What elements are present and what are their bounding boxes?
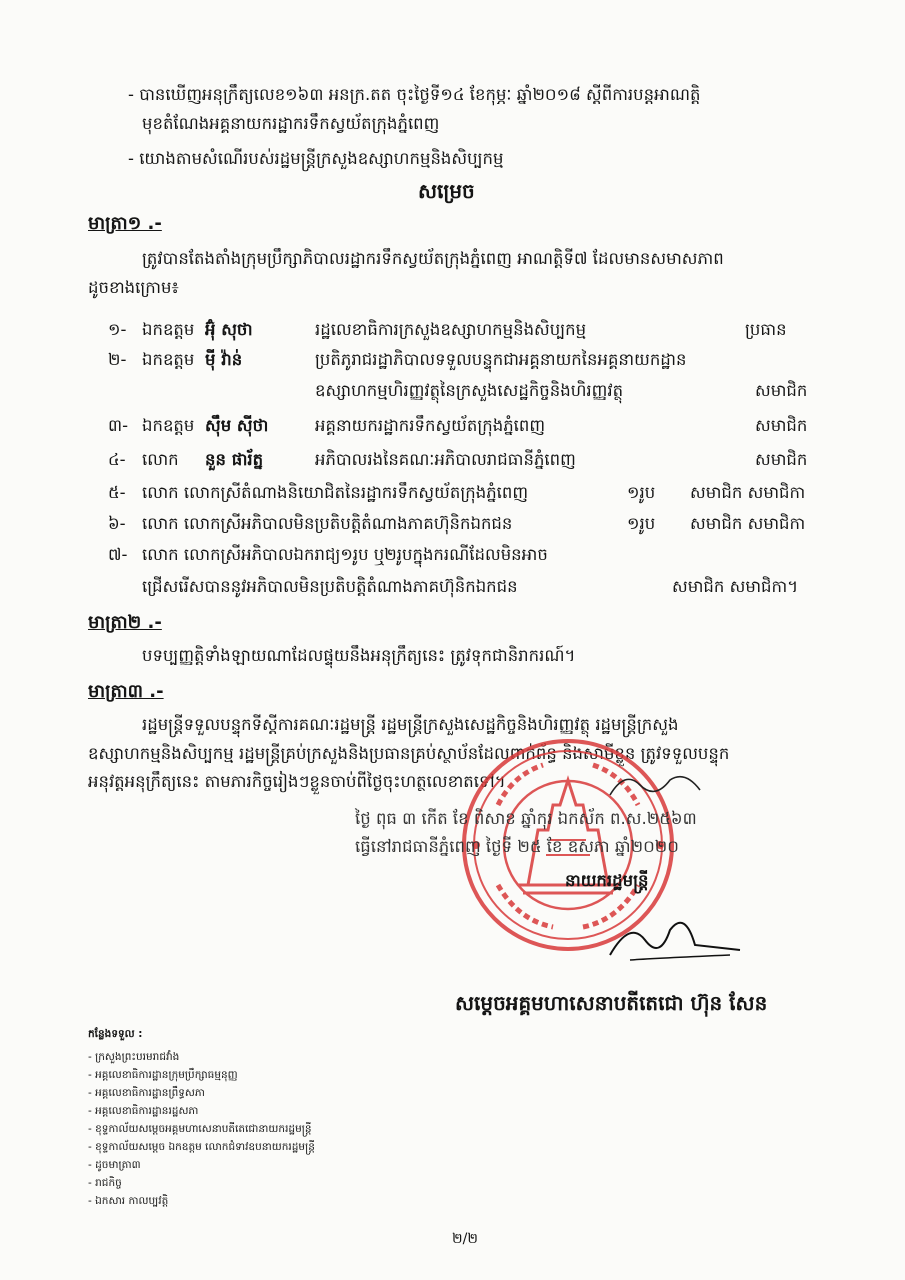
- signatory-name: សម្តេចអគ្គមហាសេនាបតីតេជោ ហ៊ុន សែន: [455, 991, 768, 1015]
- article-2-text: បទប្បញ្ញត្តិទាំងឡាយណាដែលផ្ទុយនឹងអនុក្រឹត្យនេះ ត្រូវទុកជានិរាករណ៍។: [142, 646, 576, 665]
- article-1-intro: ត្រូវបានតែងតាំងក្រុមប្រឹក្សាភិបាលរដ្ឋាករទឹកស្វយ័តក្រុងភ្នំពេញ អាណត្តិទី៧ ដែលមានសមាសភាព: [142, 249, 724, 268]
- member-6-title: លោក លោកស្រីអភិបាលមិនប្រតិបត្តិតំណាងភាគហ៊ុនិកឯកជន: [142, 514, 513, 533]
- member-4-title: លោក: [142, 450, 179, 469]
- handwritten-annotation: [605, 765, 725, 805]
- recipient-item: - អគ្គលេខាធិការដ្ឋានក្រុមប្រឹក្សាធម្មនុញ្ញ: [88, 1069, 238, 1081]
- recipient-item: - ខុទ្ទកាល័យសម្តេចអគ្គមហាសេនាបតីតេជោនាយករដ្ឋមន្ត្រី: [88, 1123, 312, 1135]
- member-6-count: ១រូប: [627, 514, 656, 533]
- member-1-number: ១-: [108, 320, 127, 339]
- member-2-title: ឯកឧត្តម: [142, 350, 195, 369]
- article-3-text-1: រដ្ឋមន្ត្រីទទួលបន្ទុកទីស្តីការគណៈរដ្ឋមន្ត្រី រដ្ឋមន្ត្រីក្រសួងសេដ្ឋកិច្ចនិងហិរញ្ញវត្ថុ រដ្ឋមន្ត្រីក្រសួង: [142, 715, 679, 734]
- member-3-name: ស៊ឹម ស៊ីថា: [205, 416, 269, 435]
- member-5-count: ១រូប: [627, 483, 656, 502]
- member-6-number: ៦-: [108, 514, 126, 533]
- member-4-number: ៤-: [108, 450, 126, 469]
- member-2-position-cont: ឧស្សាហកម្មហិរញ្ញវត្ថុនៃក្រសួងសេដ្ឋកិច្ចនិងហិរញ្ញវត្ថុ: [315, 381, 624, 400]
- member-1-role: ប្រធាន: [745, 320, 787, 339]
- signatory-office: នាយករដ្ឋមន្ត្រី: [565, 871, 649, 890]
- article-2-heading: មាត្រា២ .-: [88, 612, 162, 633]
- member-1-position: រដ្ឋលេខាធិការក្រសួងឧស្សាហកម្មនិងសិប្បកម្ម: [315, 320, 587, 339]
- member-2-number: ២-: [108, 350, 127, 369]
- page-number: ២/២: [452, 1231, 478, 1247]
- handwritten-signature: [600, 900, 750, 970]
- member-7-position-cont: ជ្រើសរើសបាននូវអភិបាលមិនប្រតិបត្តិតំណាងភាគហ៊ុនិកឯកជន: [142, 577, 518, 596]
- recipient-item: - រាជកិច្ច: [88, 1177, 122, 1189]
- member-3-position: អគ្គនាយករដ្ឋាករទឹកស្វយ័តក្រុងភ្នំពេញ: [315, 416, 546, 435]
- article-1-intro-cont: ដូចខាងក្រោម៖: [88, 278, 179, 297]
- article-3-heading: មាត្រា៣ .-: [88, 681, 164, 702]
- preamble-line-3: - យោងតាមសំណើរបស់រដ្ឋមន្ត្រីក្រសួងឧស្សាហកម្មនិងសិប្បកម្ម: [128, 149, 504, 168]
- lunar-date: ថ្ងៃ ពុធ ៣ កើត ខែ ពិសាខ ឆ្នាំកុរ ឯកស័ក ព.ស.២៥៦៣: [355, 809, 697, 828]
- member-7-role: សមាជិក សមាជិកា។: [672, 577, 799, 596]
- preamble-line-1: - បានឃើញអនុក្រឹត្យលេខ១៦៣ អនក្រ.តត ចុះថ្ងៃទី១៤ ខែកុម្ភៈ ឆ្នាំ២០១៨ ស្តីពីការបន្តអាណត្តិ: [128, 85, 701, 104]
- member-3-role: សមាជិក: [755, 416, 808, 435]
- member-4-role: សមាជិក: [755, 450, 808, 469]
- recipient-item: - ដូចមាត្រា៣: [88, 1159, 141, 1171]
- member-2-name: ម៉ី វ៉ាន់: [205, 350, 243, 369]
- member-4-position: អភិបាលរងនៃគណៈអភិបាលរាជធានីភ្នំពេញ: [315, 450, 576, 469]
- recipients-heading: កន្លែងទទួល :: [88, 1028, 143, 1040]
- member-4-name: នួន ផារ័ត្ន: [205, 450, 264, 469]
- member-3-title: ឯកឧត្តម: [142, 416, 195, 435]
- recipient-item: - អគ្គលេខាធិការដ្ឋានព្រឹទ្ធសភា: [88, 1087, 205, 1099]
- article-3-text-3: អនុវត្តអនុក្រឹត្យនេះ តាមភារកិច្ចរៀងៗខ្លួនចាប់ពីថ្ងៃចុះហត្ថលេខាតទៅ។: [88, 772, 506, 791]
- recipient-item: - អគ្គលេខាធិការដ្ឋានរដ្ឋសភា: [88, 1105, 199, 1117]
- article-1-heading: មាត្រា១ .-: [88, 213, 162, 234]
- member-1-title: ឯកឧត្តម: [142, 320, 195, 339]
- member-7-title: លោក លោកស្រីអភិបាលឯករាជ្យ១រូប ឬ២រូបក្នុងករណីដែលមិនអាច: [142, 545, 548, 564]
- member-5-title: លោក លោកស្រីតំណាងនិយោជិតនៃរដ្ឋាករទឹកស្វយ័តក្រុងភ្នំពេញ: [142, 483, 529, 502]
- member-1-name: អ៊ុំ សុថា: [205, 320, 253, 339]
- preamble-line-2: មុខតំណែងអគ្គនាយករដ្ឋាករទឹកស្វយ័តក្រុងភ្នំពេញ: [142, 114, 440, 133]
- recipient-item: - ឯកសារ កាលប្បវត្តិ: [88, 1195, 169, 1207]
- member-5-number: ៥-: [108, 483, 126, 502]
- recipient-item: - ក្រសួងព្រះបរមរាជវាំង: [88, 1051, 180, 1063]
- member-6-role: សមាជិក សមាជិកា: [690, 514, 806, 533]
- member-2-position: ប្រតិភូរាជរដ្ឋាភិបាលទទួលបន្ទុកជាអគ្គនាយកនៃអគ្គនាយកដ្ឋាន: [315, 350, 687, 369]
- article-3-text-2: ឧស្សាហកម្មនិងសិប្បកម្ម រដ្ឋមន្ត្រីគ្រប់ក្រសួងនិងប្រធានគ្រប់ស្ថាប័នដែលពាក់ព័ន្ធ និងសាមីខ្លួន ត្រូវទទួលបន្ទុក: [88, 744, 730, 763]
- decision-title: សម្រេច: [418, 179, 475, 203]
- member-2-role: សមាជិក: [755, 381, 808, 400]
- recipient-item: - ខុទ្ទកាល័យសម្តេច ឯកឧត្តម លោកជំទាវឧបនាយករដ្ឋមន្ត្រី: [88, 1141, 315, 1153]
- member-5-role: សមាជិក សមាជិកា: [690, 483, 806, 502]
- member-7-number: ៧-: [108, 545, 128, 564]
- member-3-number: ៣-: [108, 416, 129, 435]
- solar-date: ធ្វើនៅរាជធានីភ្នំពេញ ថ្ងៃទី ២៥ ខែ ឧសភា ឆ្នាំ២០២០: [355, 837, 679, 856]
